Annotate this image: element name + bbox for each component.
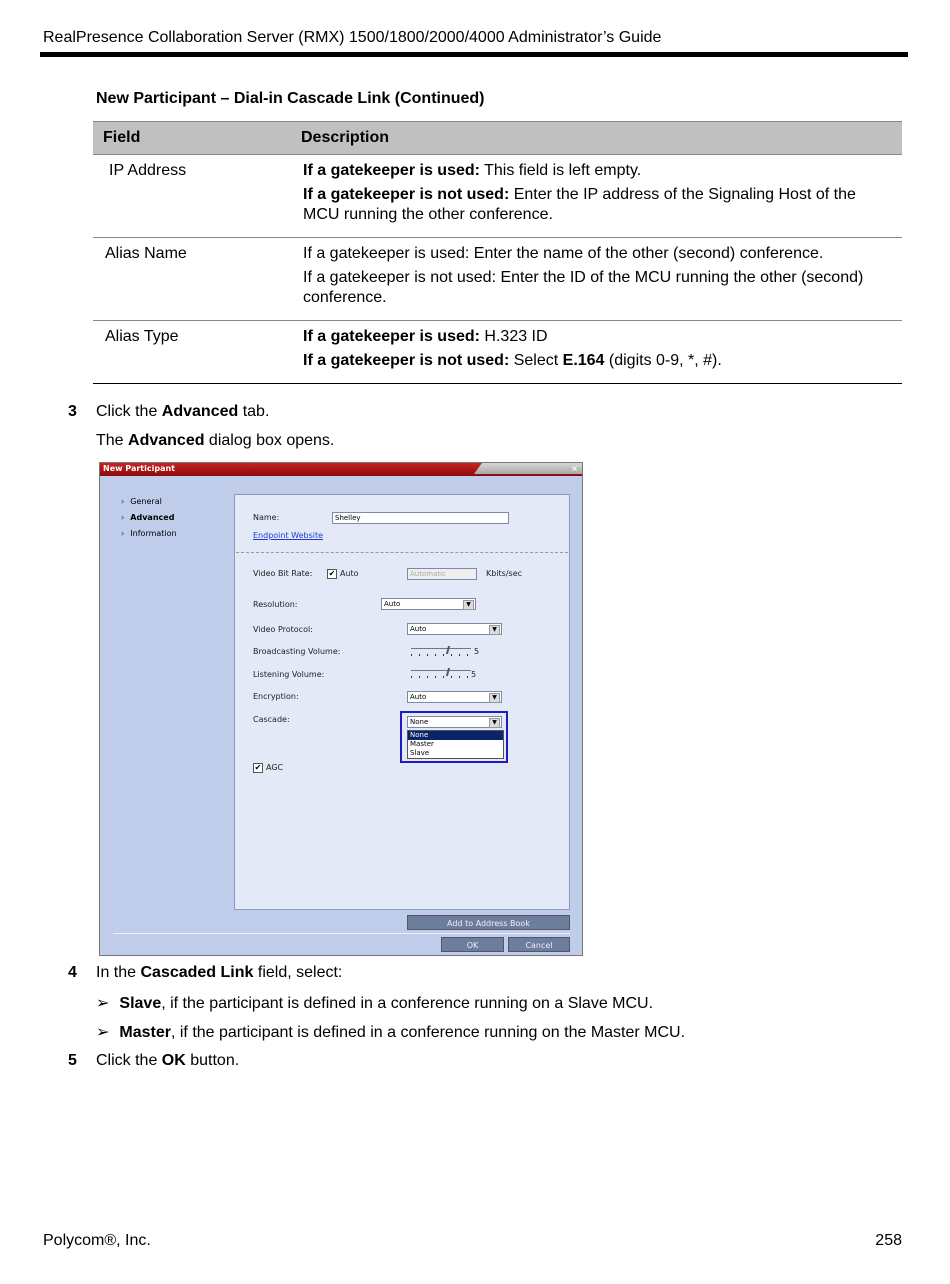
ok-button[interactable]: OK	[441, 937, 504, 952]
video-protocol-label: Video Protocol:	[253, 625, 313, 634]
step-number: 5	[68, 1052, 77, 1069]
endpoint-website-link[interactable]: Endpoint Website	[253, 531, 324, 540]
step-text: Click the Advanced tab.	[96, 403, 270, 420]
resolution-select[interactable]: Auto ▼	[381, 598, 476, 610]
auto-bitrate-checkbox[interactable]: ✔	[328, 569, 336, 578]
chevron-right-icon: ›	[121, 529, 125, 538]
description-line: If a gatekeeper is used: Enter the name of the other (second) conference.	[303, 245, 824, 262]
cancel-button[interactable]: Cancel	[508, 937, 570, 952]
bullet-item: ➢ Slave, if the participant is defined in a conference running on a Slave MCU.	[96, 995, 654, 1012]
video-bit-rate-label: Video Bit Rate:	[253, 569, 313, 578]
column-header-description: Description	[291, 122, 902, 155]
description-line: If a gatekeeper is used: H.323 ID	[303, 328, 548, 345]
step-text: In the Cascaded Link field, select:	[96, 964, 343, 981]
description-line: If a gatekeeper is not used: Enter the IP address of the Signaling Host of the MCU running the other conference.	[303, 186, 856, 223]
broadcasting-volume-label: Broadcasting Volume:	[253, 647, 341, 656]
field-table	[93, 121, 902, 384]
table-row	[93, 321, 902, 384]
divider	[236, 552, 568, 553]
bitrate-spinner[interactable]: Automatic	[407, 568, 477, 580]
agc-checkbox[interactable]: ✔	[254, 763, 262, 772]
step-number: 4	[68, 964, 77, 981]
cascade-label: Cascade:	[253, 715, 290, 724]
description-cell	[291, 321, 902, 384]
dialog-title-bar	[100, 463, 582, 476]
new-participant-dialog-screenshot	[99, 462, 583, 956]
page-number: 258	[875, 1232, 902, 1249]
field-cell: Alias Type	[93, 321, 291, 384]
dialog-title: New Participant	[103, 464, 175, 473]
add-to-address-book-button[interactable]: Add to Address Book	[407, 915, 570, 930]
video-protocol-select[interactable]: Auto ▼	[407, 623, 502, 635]
description-line: If a gatekeeper is not used: Select E.164 (digits 0-9, *, #).	[303, 352, 722, 369]
step-number: 3	[68, 403, 77, 420]
field-cell: IP Address	[93, 155, 291, 238]
bullet-item: ➢ Master, if the participant is defined in a conference running on the Master MCU.	[96, 1024, 686, 1041]
encryption-label: Encryption:	[253, 692, 299, 701]
chevron-down-icon: ▼	[463, 600, 474, 610]
cascade-select[interactable]: None ▼	[407, 716, 502, 728]
bitrate-unit: Kbits/sec	[486, 569, 523, 578]
listening-volume-value: 5	[471, 670, 477, 679]
description-cell	[291, 238, 902, 321]
step-text: Click the OK button.	[96, 1052, 240, 1069]
description-line: If a gatekeeper is used: This field is left empty.	[303, 162, 642, 179]
chevron-right-icon: ›	[121, 513, 125, 522]
broadcasting-volume-slider[interactable]	[411, 646, 471, 656]
cascade-option-slave[interactable]: Slave	[410, 749, 430, 757]
divider	[113, 933, 570, 934]
table-row	[93, 155, 902, 238]
cascade-option-none[interactable]: None	[408, 731, 503, 740]
footer-company: Polycom®, Inc.	[43, 1232, 151, 1249]
name-input[interactable]: Shelley	[332, 512, 509, 524]
chevron-right-icon: ›	[121, 497, 125, 506]
running-header: RealPresence Collaboration Server (RMX) 1500/1800/2000/4000 Administrator’s Guide	[43, 29, 662, 46]
cascade-dropdown-list	[407, 730, 504, 759]
close-icon[interactable]: ×	[571, 464, 578, 473]
auto-bitrate-label: Auto	[340, 569, 359, 578]
table-caption: New Participant – Dial-in Cascade Link (Continued)	[96, 90, 485, 107]
broadcasting-volume-value: 5	[474, 647, 480, 656]
description-line: If a gatekeeper is not used: Enter the ID of the MCU running the other (second) conference.	[303, 269, 864, 306]
table-row	[93, 238, 902, 321]
agc-label: AGC	[266, 763, 284, 772]
description-cell	[291, 155, 902, 238]
cascade-option-master[interactable]: Master	[410, 740, 434, 748]
header-rule	[40, 52, 908, 57]
resolution-label: Resolution:	[253, 600, 298, 609]
listening-volume-label: Listening Volume:	[253, 670, 325, 679]
chevron-down-icon: ▼	[489, 718, 500, 728]
column-header-field: Field	[93, 122, 291, 155]
chevron-down-icon: ▼	[489, 693, 500, 703]
chevron-down-icon: ▼	[489, 625, 500, 635]
nav-item-advanced[interactable]: › Advanced	[121, 513, 175, 522]
field-cell: Alias Name	[93, 238, 291, 321]
step-text: The Advanced dialog box opens.	[96, 432, 335, 449]
listening-volume-slider[interactable]	[411, 668, 471, 678]
encryption-select[interactable]: Auto ▼	[407, 691, 502, 703]
nav-item-general[interactable]: › General	[121, 497, 162, 506]
name-label: Name:	[253, 513, 280, 522]
advanced-panel	[234, 494, 570, 910]
nav-item-information[interactable]: › Information	[121, 529, 177, 538]
